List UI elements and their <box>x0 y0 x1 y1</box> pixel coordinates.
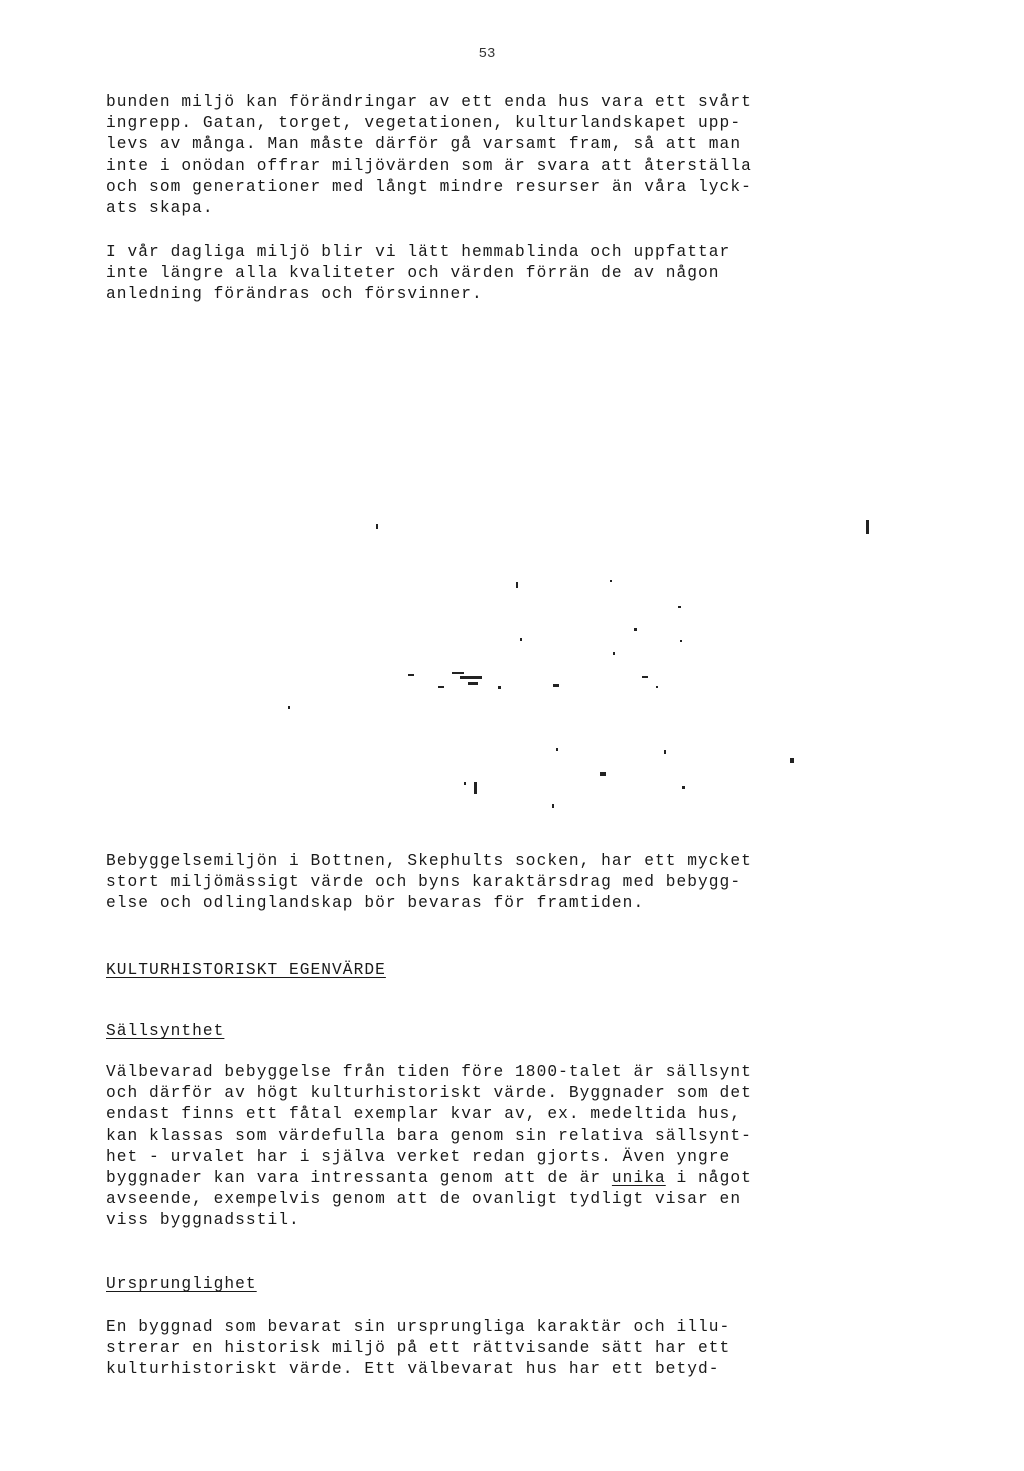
caption-line: stort miljömässigt värde och byns karaktärsdrag med bebygg- <box>106 873 742 892</box>
text-line: ingrepp. Gatan, torget, vegetationen, kulturlandskapet upp- <box>106 114 742 133</box>
text-line: och därför av högt kulturhistoriskt värde. Byggnader som det <box>106 1084 752 1103</box>
photo-caption <box>106 851 876 915</box>
blindness-paragraph <box>106 242 876 306</box>
sallsynthet-paragraph <box>106 1062 876 1232</box>
emphasized-word: unika <box>611 1168 666 1187</box>
text-line: inte i onödan offrar miljövärden som är svara att återställa <box>106 156 752 175</box>
text-line: En byggnad som bevarat sin ursprungliga karaktär och illu- <box>106 1318 731 1336</box>
text-line: strerar en historisk miljö på ett rättvisande sätt har ett <box>106 1339 731 1358</box>
text-line: levs av många. Man måste därför gå varsamt fram, så att man <box>106 135 742 154</box>
text-line: kulturhistoriskt värde. Ett välbevarat hus har ett betyd- <box>106 1360 720 1379</box>
text-line: inte längre alla kvaliteter och värden förrän de av någon <box>106 264 720 283</box>
section-heading: KULTURHISTORISKT EGENVÄRDE <box>106 961 386 979</box>
intro-paragraph <box>106 92 876 219</box>
text-line: ats skapa. <box>106 198 214 217</box>
subheading-sallsynthet: Sällsynthet <box>106 1022 225 1040</box>
text-line: viss byggnadsstil. <box>106 1211 300 1230</box>
text-segment: byggnader kan vara intressanta genom att de är <box>106 1168 612 1187</box>
caption-line: else och odlinglandskap bör bevaras för framtiden. <box>106 894 645 913</box>
caption-line: Bebyggelsemiljön i Bottnen, Skephults socken, har ett mycket <box>106 852 752 870</box>
text-line: het - urvalet har i själva verket redan gjorts. Även yngre <box>106 1147 731 1166</box>
subheading-ursprunglighet: Ursprunglighet <box>106 1275 257 1293</box>
text-line: I vår dagliga miljö blir vi lätt hemmablinda och uppfattar <box>106 243 731 261</box>
page-number: 53 <box>478 46 496 62</box>
text-line <box>106 1168 876 1189</box>
text-line: Välbevarad bebyggelse från tiden före 1800-talet är sällsynt <box>106 1063 752 1081</box>
text-segment: i något <box>665 1168 752 1187</box>
text-line: avseende, exempelvis genom att de ovanligt tydligt visar en <box>106 1190 742 1209</box>
ursprunglighet-paragraph <box>106 1317 876 1381</box>
text-line: och som generationer med långt mindre resurser än våra lyck- <box>106 177 752 196</box>
text-line: endast finns ett fåtal exemplar kvar av, ex. medeltida hus, <box>106 1105 742 1124</box>
text-line: bunden miljö kan förändringar av ett enda hus vara ett svårt <box>106 93 752 111</box>
faded-village-photo <box>268 500 888 830</box>
text-line: anledning förändras och försvinner. <box>106 285 483 304</box>
text-line: kan klassas som värdefulla bara genom sin relativa sällsynt- <box>106 1126 752 1145</box>
